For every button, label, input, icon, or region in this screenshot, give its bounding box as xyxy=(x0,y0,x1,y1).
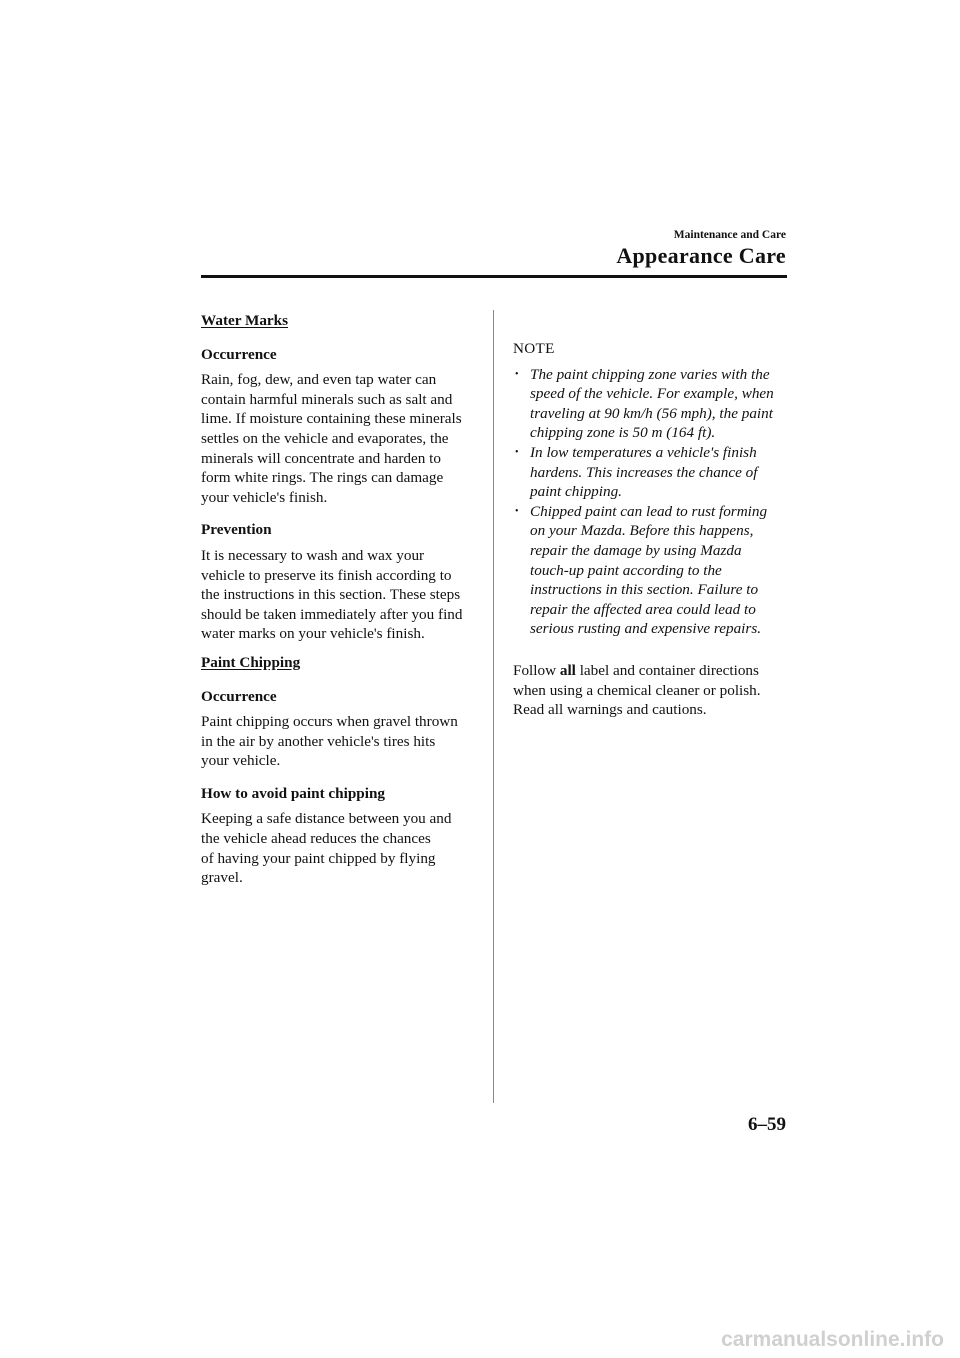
text-line: contain harmful minerals such as salt and xyxy=(201,390,453,408)
note-line: The paint chipping zone varies with the xyxy=(530,365,770,383)
note-line: on your Mazda. Before this happens, xyxy=(530,522,754,540)
bullet-icon: • xyxy=(515,505,519,517)
bullet-icon: • xyxy=(515,446,519,458)
paint-chipping-occurrence-heading: Occurrence xyxy=(201,687,277,705)
paint-chipping-avoid-heading: How to avoid paint chipping xyxy=(201,784,385,802)
text-line: Keeping a safe distance between you and xyxy=(201,810,452,828)
text-line: should be taken immediately after you find xyxy=(201,605,463,623)
text-line: the instructions in this section. These steps xyxy=(201,586,461,604)
water-marks-heading: Water Marks xyxy=(201,312,289,329)
column-divider xyxy=(493,310,494,1103)
note-line: paint chipping. xyxy=(530,483,622,501)
bullet-icon: • xyxy=(515,368,519,380)
right-column xyxy=(513,339,787,733)
text-line: your vehicle's finish. xyxy=(201,488,328,506)
note-line: repair the affected area could lead to xyxy=(530,600,756,618)
paint-chipping-avoid-text xyxy=(201,809,483,887)
text-line: the vehicle ahead reduces the chances xyxy=(201,830,431,848)
note-line: instructions in this section. Failure to xyxy=(530,581,759,599)
note-line: chipping zone is 50 m (164 ft). xyxy=(530,424,716,442)
text-line: Read all warnings and cautions. xyxy=(513,701,707,719)
text-line: vehicle to preserve its finish according to xyxy=(201,566,452,584)
note-line: traveling at 90 km/h (56 mph), the paint xyxy=(530,404,773,422)
water-marks-occurrence-text xyxy=(201,370,483,507)
text-line: in the air by another vehicle's tires hits xyxy=(201,732,436,750)
text-line: form white rings. The rings can damage xyxy=(201,469,444,487)
text-line xyxy=(513,661,787,681)
text-line: gravel. xyxy=(201,869,243,887)
note-line: Chipped paint can lead to rust forming xyxy=(530,502,768,520)
header-rule xyxy=(201,275,787,278)
note-line: hardens. This increases the chance of xyxy=(530,463,758,481)
text-run: label and container directions xyxy=(575,661,759,679)
paint-chipping-heading: Paint Chipping xyxy=(201,653,301,671)
text-line: Paint chipping occurs when gravel thrown xyxy=(201,713,458,731)
text-line: minerals will concentrate and harden to xyxy=(201,449,441,467)
text-line: lime. If moisture containing these minerals xyxy=(201,410,462,428)
note-line: speed of the vehicle. For example, when xyxy=(530,385,774,403)
text-line: when using a chemical cleaner or polish. xyxy=(513,681,761,699)
note-label: NOTE xyxy=(513,340,555,357)
note-list xyxy=(513,365,787,639)
watermark: carmanualsonline.info xyxy=(721,1328,944,1351)
text-line: settles on the vehicle and evaporates, the xyxy=(201,429,449,447)
text-line: Rain, fog, dew, and even tap water can xyxy=(201,371,437,389)
page-title: Appearance Care xyxy=(616,243,786,268)
note-item xyxy=(513,502,787,639)
paint-chipping-occurrence-text xyxy=(201,712,483,771)
follow-directions-text xyxy=(513,661,787,720)
text-line: It is necessary to wash and wax your xyxy=(201,546,425,564)
water-marks-prevention-text xyxy=(201,546,483,644)
note-item xyxy=(513,443,787,502)
note-line: repair the damage by using Mazda xyxy=(530,541,742,559)
note-line: serious rusting and expensive repairs. xyxy=(530,620,762,638)
header-section-label: Maintenance and Care xyxy=(673,229,786,241)
water-marks-prevention-heading: Prevention xyxy=(201,521,272,539)
emphasis-all: all xyxy=(559,661,576,679)
page-number: 6–59 xyxy=(748,1114,786,1135)
water-marks-occurrence-heading: Occurrence xyxy=(201,345,277,363)
text-line: water marks on your vehicle's finish. xyxy=(201,625,425,643)
text-line: your vehicle. xyxy=(201,752,281,770)
text-run: Follow xyxy=(513,661,560,679)
note-line: In low temperatures a vehicle's finish xyxy=(530,443,757,461)
left-column xyxy=(201,311,483,901)
text-line: of having your paint chipped by flying xyxy=(201,849,436,867)
note-item xyxy=(513,365,787,443)
note-line: touch-up paint according to the xyxy=(530,561,722,579)
